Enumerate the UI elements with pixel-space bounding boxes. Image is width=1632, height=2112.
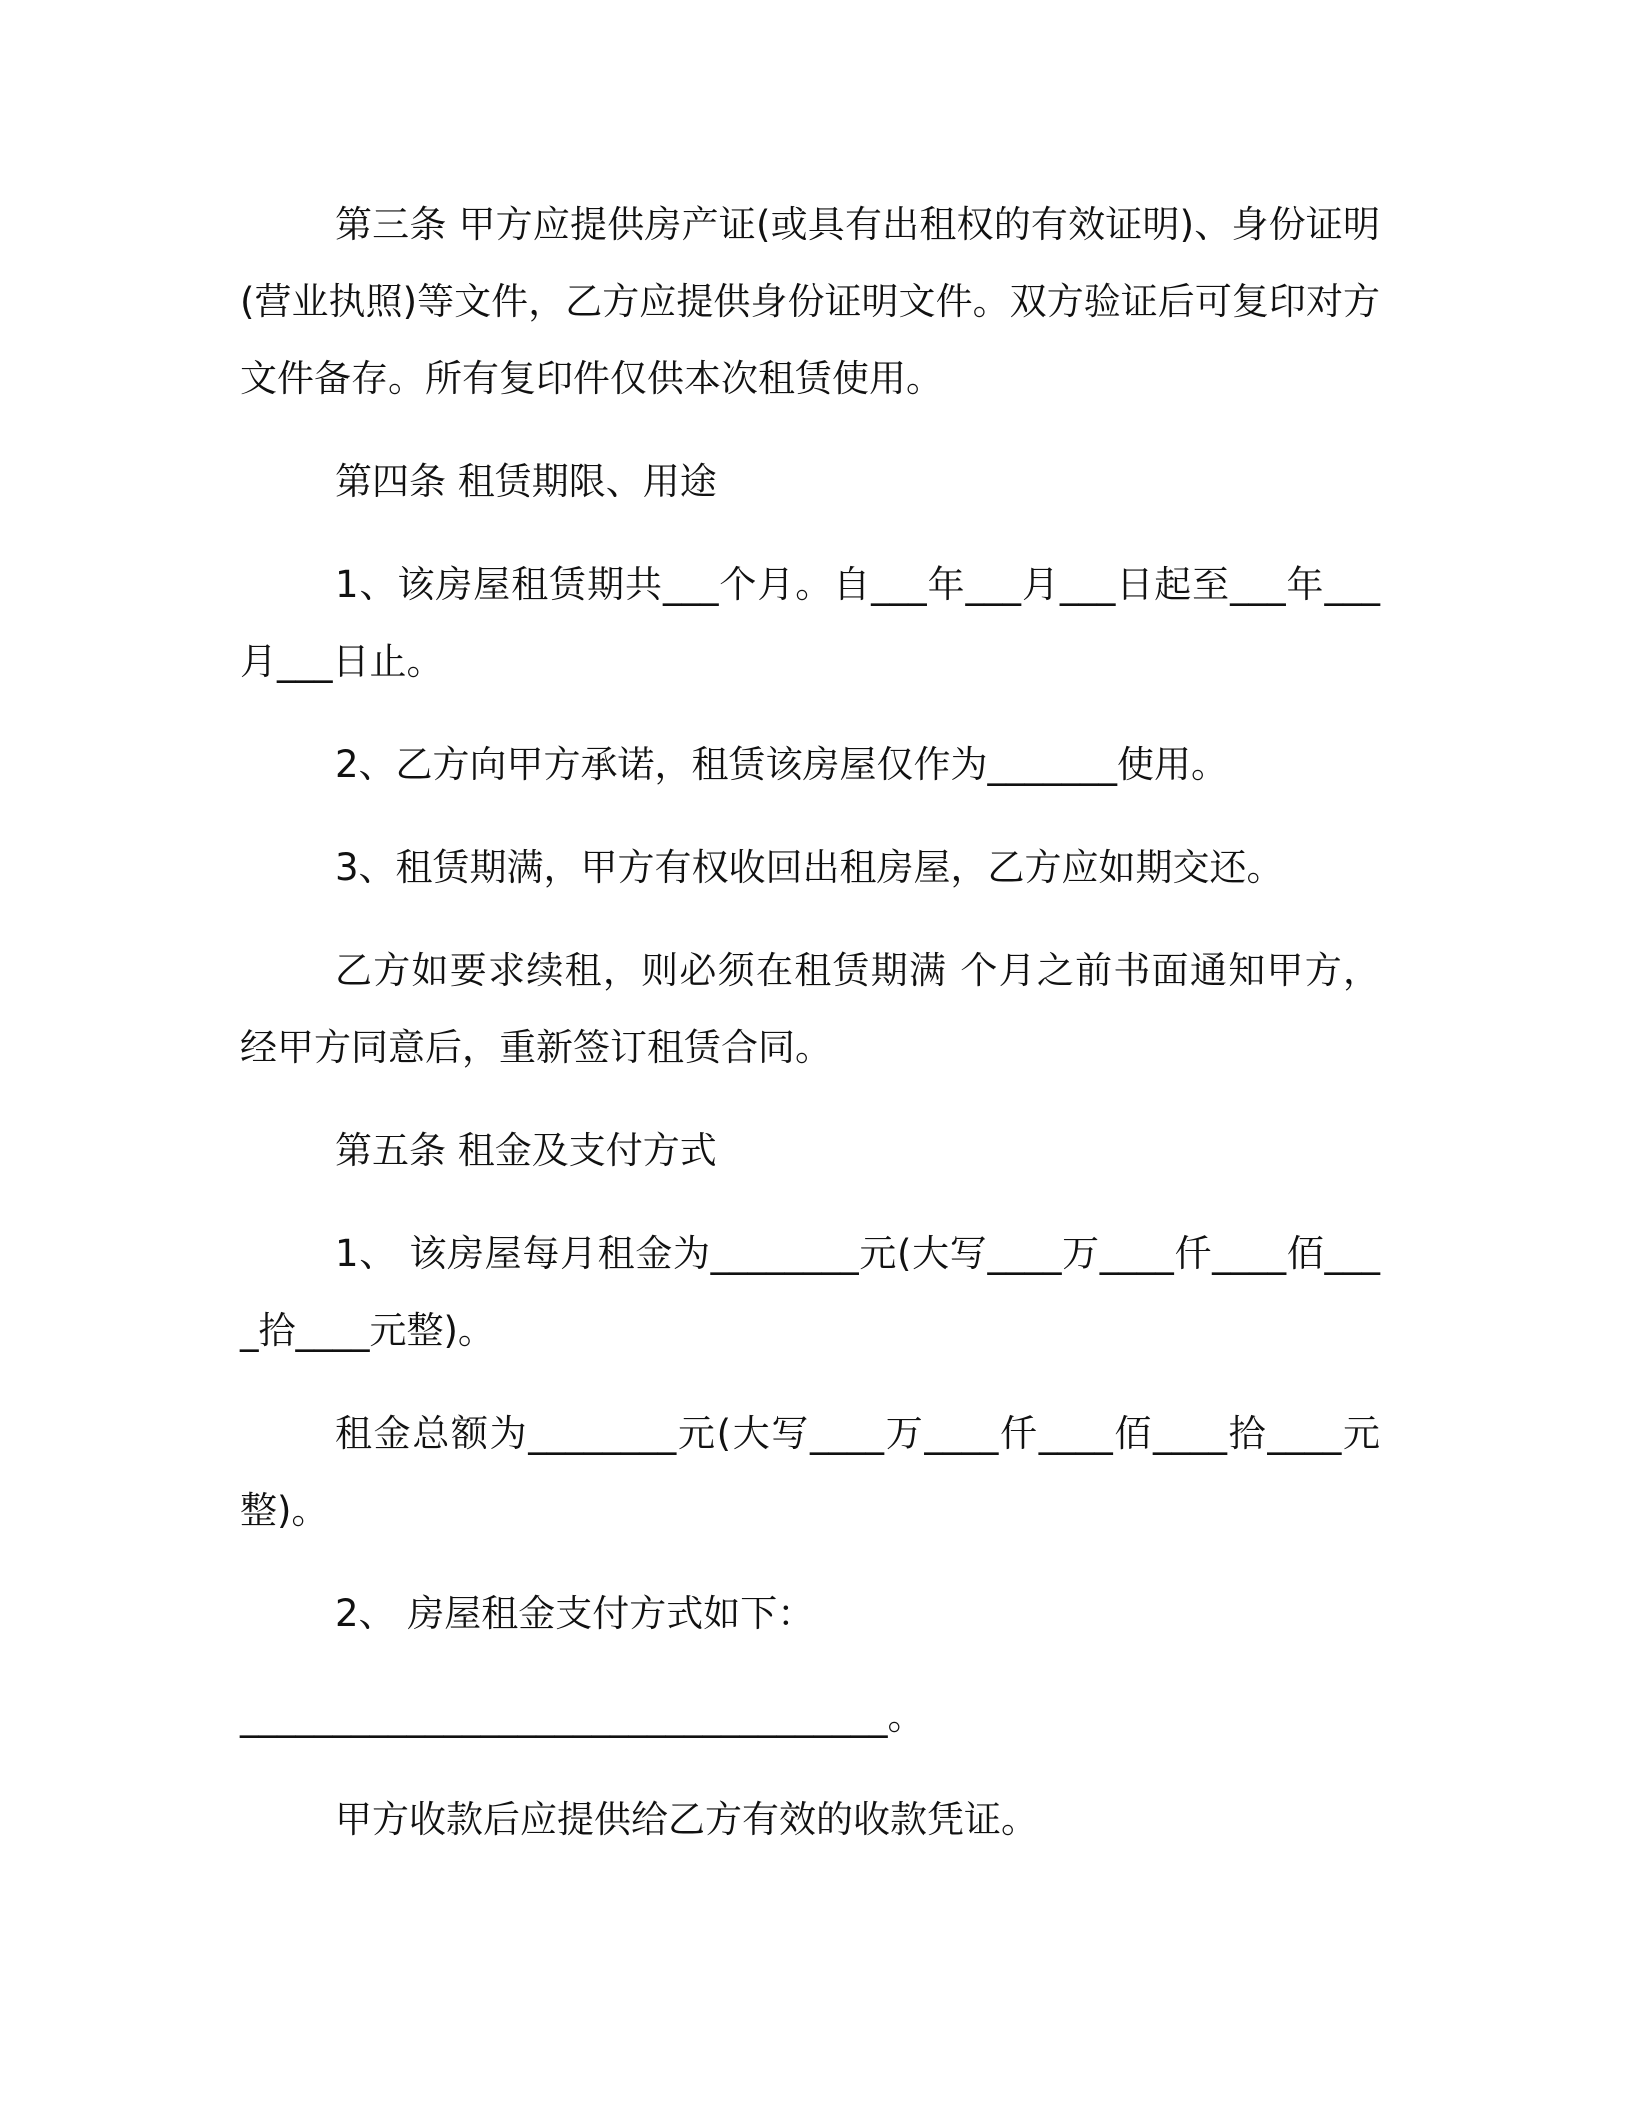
total-rent-clause: 租金总额为________元(大写____万____仟____佰____拾____元整)。 [240, 1412, 1380, 1532]
receipt-clause: 甲方收款后应提供给乙方有效的收款凭证。 [335, 1798, 1038, 1841]
usage-clause: 2、乙方向甲方承诺，租赁该房屋仅作为_______使用。 [335, 743, 1229, 786]
article-5-heading: 第五条 租金及支付方式 [335, 1129, 717, 1172]
payment-method-blank: ___________________________________。 [240, 1695, 925, 1738]
payment-method-clause: 2、 房屋租金支付方式如下： [335, 1592, 815, 1635]
monthly-rent-clause: 1、 该房屋每月租金为________元(大写____万____仟____佰____拾____元整)。 [240, 1232, 1380, 1352]
article-4-heading: 第四条 租赁期限、用途 [335, 460, 717, 503]
renewal-clause: 乙方如要求续租，则必须在租赁期满 个月之前书面通知甲方，经甲方同意后，重新签订租赁合同。 [240, 949, 1380, 1069]
article-3-paragraph: 第三条 甲方应提供房产证(或具有出租权的有效证明)、身份证明(营业执照)等文件，乙方应提供身份证明文件。双方验证后可复印对方文件备存。所有复印件仅供本次租赁使用。 [240, 203, 1380, 400]
lease-expiry-clause: 3、租赁期满，甲方有权收回出租房屋，乙方应如期交还。 [335, 846, 1284, 889]
lease-term-clause: 1、该房屋租赁期共___个月。自___年___月___日起至___年___月___日止。 [240, 563, 1380, 683]
document-page [240, 186, 1380, 1884]
